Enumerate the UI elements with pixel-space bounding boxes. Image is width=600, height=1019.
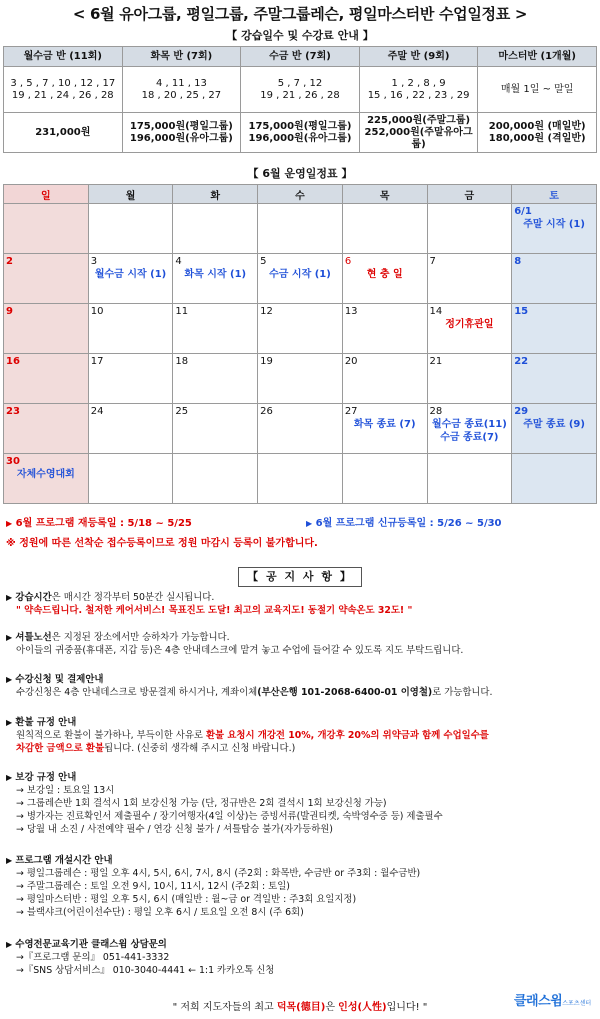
calendar-day-cell [512,254,597,304]
triangle-right-icon: ▶ [6,593,13,602]
weekday-fri: 금 [427,185,512,204]
fee-header: 주말 반 (9회) [359,47,478,67]
day-number: 20 [344,356,358,367]
calendar-day-cell [342,404,427,454]
fee-days-cell: 5 , 7 , 12 19 , 21 , 26 , 28 [241,67,360,113]
calendar-day-cell [427,254,512,304]
fee-header-row [4,47,597,67]
notice-makeup: ▶ 보강 규정 안내 → 보강일 : 토요일 13시 → 그룹레슨반 1회 결석시 1회 보강신청 가능 (단, 정규반은 2회 결석시 1회 보강신청 가능) → 병가자는 진료확인서 제출필수 / 장기여행자(4일 이상)는 증빙서류(발권티켓, 숙박영수증 등) 제출필수 → 당월 내 소진 / 사전예약 필수 / 연강 신청 불가 / 셔틀탑승 불가(자가등하원) [6,772,443,835]
calendar-week-row [4,204,597,254]
calendar-event: 주말 종료 (9) [523,419,585,430]
page-title: < 6월 유아그룹, 평일그룹, 주말그룹레슨, 평일마스터반 수업일정표 > [72,5,528,23]
reregister-period: ▶ 6월 프로그램 재등록일 : 5/18 ~ 5/25 [6,518,192,529]
weekday-thu: 목 [342,185,427,204]
calendar-event: 수금 시작 (1) [269,269,331,280]
day-number: 22 [514,356,529,367]
day-number: 6 [344,256,352,267]
day-number: 12 [260,306,273,317]
triangle-right-icon: ▶ [6,718,13,727]
notice-contact: ▶ 수영전문교육기관 클래스윔 상담문의 →『프로그램 문의』 051-441-3332 →『SNS 상담서비스』 010-3040-4441 ← 1:1 카카오톡 신청 [6,939,275,976]
calendar-day-cell [512,204,597,254]
triangle-right-icon: ▶ [6,633,13,642]
calendar-day-cell [427,354,512,404]
fee-price-cell: 200,000원 (매일반) 180,000원 (격일반) [478,113,597,153]
calendar-day-cell [4,354,89,404]
calendar-day-cell [258,254,343,304]
calendar-day-cell [427,204,512,254]
calendar-table [3,184,597,504]
day-number: 16 [6,356,20,367]
calendar-day-cell [4,304,89,354]
fee-price-cell: 225,000원(주말그룹) 252,000원(주말유아그룹) [359,113,478,153]
triangle-right-icon: ▶ [306,519,313,528]
day-number: 8 [514,256,522,267]
calendar-day-cell [173,404,258,454]
calendar-week-row [4,304,597,354]
calendar-event: 월수금 시작 (1) [94,269,167,280]
weekday-tue: 화 [173,185,258,204]
day-number: 10 [90,306,104,317]
calendar-day-cell [173,204,258,254]
fee-price-cell: 231,000원 [4,113,123,153]
calendar-day-cell [258,404,343,454]
calendar-event: 정기휴관일 [445,319,494,330]
calendar-day-cell [427,404,512,454]
calendar-day-cell [342,204,427,254]
fee-table [3,46,597,153]
day-number: 11 [175,306,189,317]
fee-price-cell: 175,000원(평일그룹) 196,000원(유아그룹) [241,113,360,153]
classwim-logo: 클래스윔스포츠센터 [514,994,592,1009]
fee-days-cell: 3 , 5 , 7 , 10 , 12 , 17 19 , 21 , 24 , 26 , 28 [4,67,123,113]
fee-days-cell: 매월 1일 ~ 말일 [478,67,597,113]
calendar-weekday-row [4,185,597,204]
triangle-right-icon: ▶ [6,675,13,684]
day-number: 18 [175,356,189,367]
triangle-right-icon: ▶ [6,773,13,782]
day-number: 19 [260,356,273,367]
weekday-mon: 월 [88,185,173,204]
calendar-day-cell [88,254,173,304]
calendar-event: 자체수영대회 [16,469,75,480]
weekday-wed: 수 [258,185,343,204]
day-number: 3 [90,256,98,267]
day-number: 17 [90,356,104,367]
day-number: 6/1 [514,206,532,217]
fee-header: 화목 반 (7회) [122,47,241,67]
triangle-right-icon: ▶ [6,940,13,949]
day-number: 29 [514,406,529,417]
fee-days-row [4,67,597,113]
calendar-day-cell [4,404,89,454]
calendar-day-cell [258,454,343,504]
calendar-event: 주말 시작 (1) [523,219,585,230]
fee-price-cell: 175,000원(평일그룹) 196,000원(유아그룹) [122,113,241,153]
notice-title: 【 공 지 사 항 】 [238,567,362,587]
fee-section-label: 【 강습일수 및 수강료 안내 】 [226,29,374,42]
day-number: 26 [260,406,273,417]
calendar-day-cell [512,454,597,504]
fee-header: 월수금 반 (11회) [4,47,123,67]
calendar-event: 월수금 종료(11) [431,419,507,430]
fee-days-cell: 1 , 2 , 8 , 9 15 , 16 , 22 , 23 , 29 [359,67,478,113]
day-number: 7 [429,256,436,267]
calendar-day-cell [173,354,258,404]
calendar-day-cell [342,354,427,404]
calendar-event: 화목 시작 (1) [184,269,247,280]
calendar-day-cell [173,254,258,304]
calendar-week-row [4,404,597,454]
notice-shuttle: ▶ 셔틀노선은 지정된 장소에서만 승하차가 가능합니다. 아이들의 귀중품(휴대폰, 지갑 등)은 4층 안내데스크에 맡겨 놓고 수업에 들어갈 수 있도록 지도 부탁드립니다. [6,632,464,656]
weekday-sun: 일 [4,185,89,204]
new-register-period: ▶ 6월 프로그램 신규등록일 : 5/26 ~ 5/30 [306,518,502,529]
notice-payment: ▶ 수강신청 및 결제안내 수강신청은 4층 안내데스크로 방문결제 하시거나, 계좌이체(부산은행 101-2068-6400-01 이영철)로 가능합니다. [6,674,493,698]
weekday-sat: 토 [512,185,597,204]
notice-time: ▶ 강습시간은 매시간 정각부터 50분간 실시됩니다. " 약속드립니다. 철저한 케어서비스! 목표진도 도달! 최고의 교육지도! 동절기 약속온도 32도! " [6,592,413,616]
calendar-day-cell [258,354,343,404]
calendar-day-cell [427,304,512,354]
day-number: 25 [175,406,189,417]
capacity-warning: ※ 정원에 따른 선착순 접수등록이므로 정원 마감시 등록이 불가합니다. [6,538,318,549]
fee-header: 수금 반 (7회) [241,47,360,67]
notice-refund: ▶ 환불 규정 안내 원칙적으로 환불이 불가하나, 부득이한 사유로 환불 요청시 개강전 10%, 개강후 20%의 위약금과 함께 수업일수를 차감한 금액으로 환불됩니다. (신중히 생각해 주시고 신청 바랍니다.) [6,717,489,754]
day-number: 28 [429,406,443,417]
day-number: 30 [6,456,20,467]
calendar-day-cell [342,304,427,354]
calendar-day-cell [342,454,427,504]
triangle-right-icon: ▶ [6,856,13,865]
footer-motto: " 저희 지도자들의 최고 덕목(德目)은 인성(人性)입니다! " [172,1002,428,1013]
calendar-day-cell [173,454,258,504]
calendar-event: 수금 종료(7) [440,432,499,443]
calendar-day-cell [512,354,597,404]
calendar-day-cell [4,454,89,504]
calendar-day-cell [427,454,512,504]
fee-days-cell: 4 , 11 , 13 18 , 20 , 25 , 27 [122,67,241,113]
fee-price-row [4,113,597,153]
calendar-day-cell [258,204,343,254]
calendar-week-row [4,354,597,404]
calendar-event: 현 충 일 [366,269,403,280]
calendar-day-cell [512,304,597,354]
calendar-day-cell [342,254,427,304]
calendar-day-cell [173,304,258,354]
calendar-section-label: 【 6월 운영일정표 】 [247,167,353,180]
calendar-event: 화목 종료 (7) [353,419,416,430]
day-number: 4 [175,256,182,267]
calendar-week-row [4,454,597,504]
notice-schedule: ▶ 프로그램 개설시간 안내 → 평일그룹레슨 : 평일 오후 4시, 5시, 6시, 7시, 8시 (주2회 : 화목반, 수금반 or 주3회 : 월수금반) → 주말그룹레슨 : 토일 오전 9시, 10시, 11시, 12시 (주2회 : 토일) → 평일마스터반 : 평일 오후 5시, 6시 (매일반 : 월~금 or 격일반 : 주3회 요일지정) → 블랙샤크(어린이선수단) : 평일 오후 6시 / 토요일 오전 8시 (주 6회) [6,855,421,918]
calendar-day-cell [88,304,173,354]
day-number: 24 [90,406,104,417]
fee-header: 마스터반 (1개월) [478,47,597,67]
day-number: 27 [344,406,358,417]
day-number: 23 [6,406,20,417]
triangle-right-icon: ▶ [6,519,13,528]
calendar-day-cell [88,454,173,504]
calendar-week-row [4,254,597,304]
calendar-day-cell [512,404,597,454]
calendar-day-cell [88,404,173,454]
day-number: 15 [514,306,529,317]
calendar-day-cell [4,204,89,254]
day-number: 9 [6,306,13,317]
calendar-day-cell [88,354,173,404]
day-number: 14 [429,306,443,317]
day-number: 21 [429,356,443,367]
day-number: 2 [6,256,13,267]
day-number: 5 [260,256,267,267]
calendar-day-cell [88,204,173,254]
calendar-day-cell [258,304,343,354]
calendar-day-cell [4,254,89,304]
day-number: 13 [344,306,358,317]
